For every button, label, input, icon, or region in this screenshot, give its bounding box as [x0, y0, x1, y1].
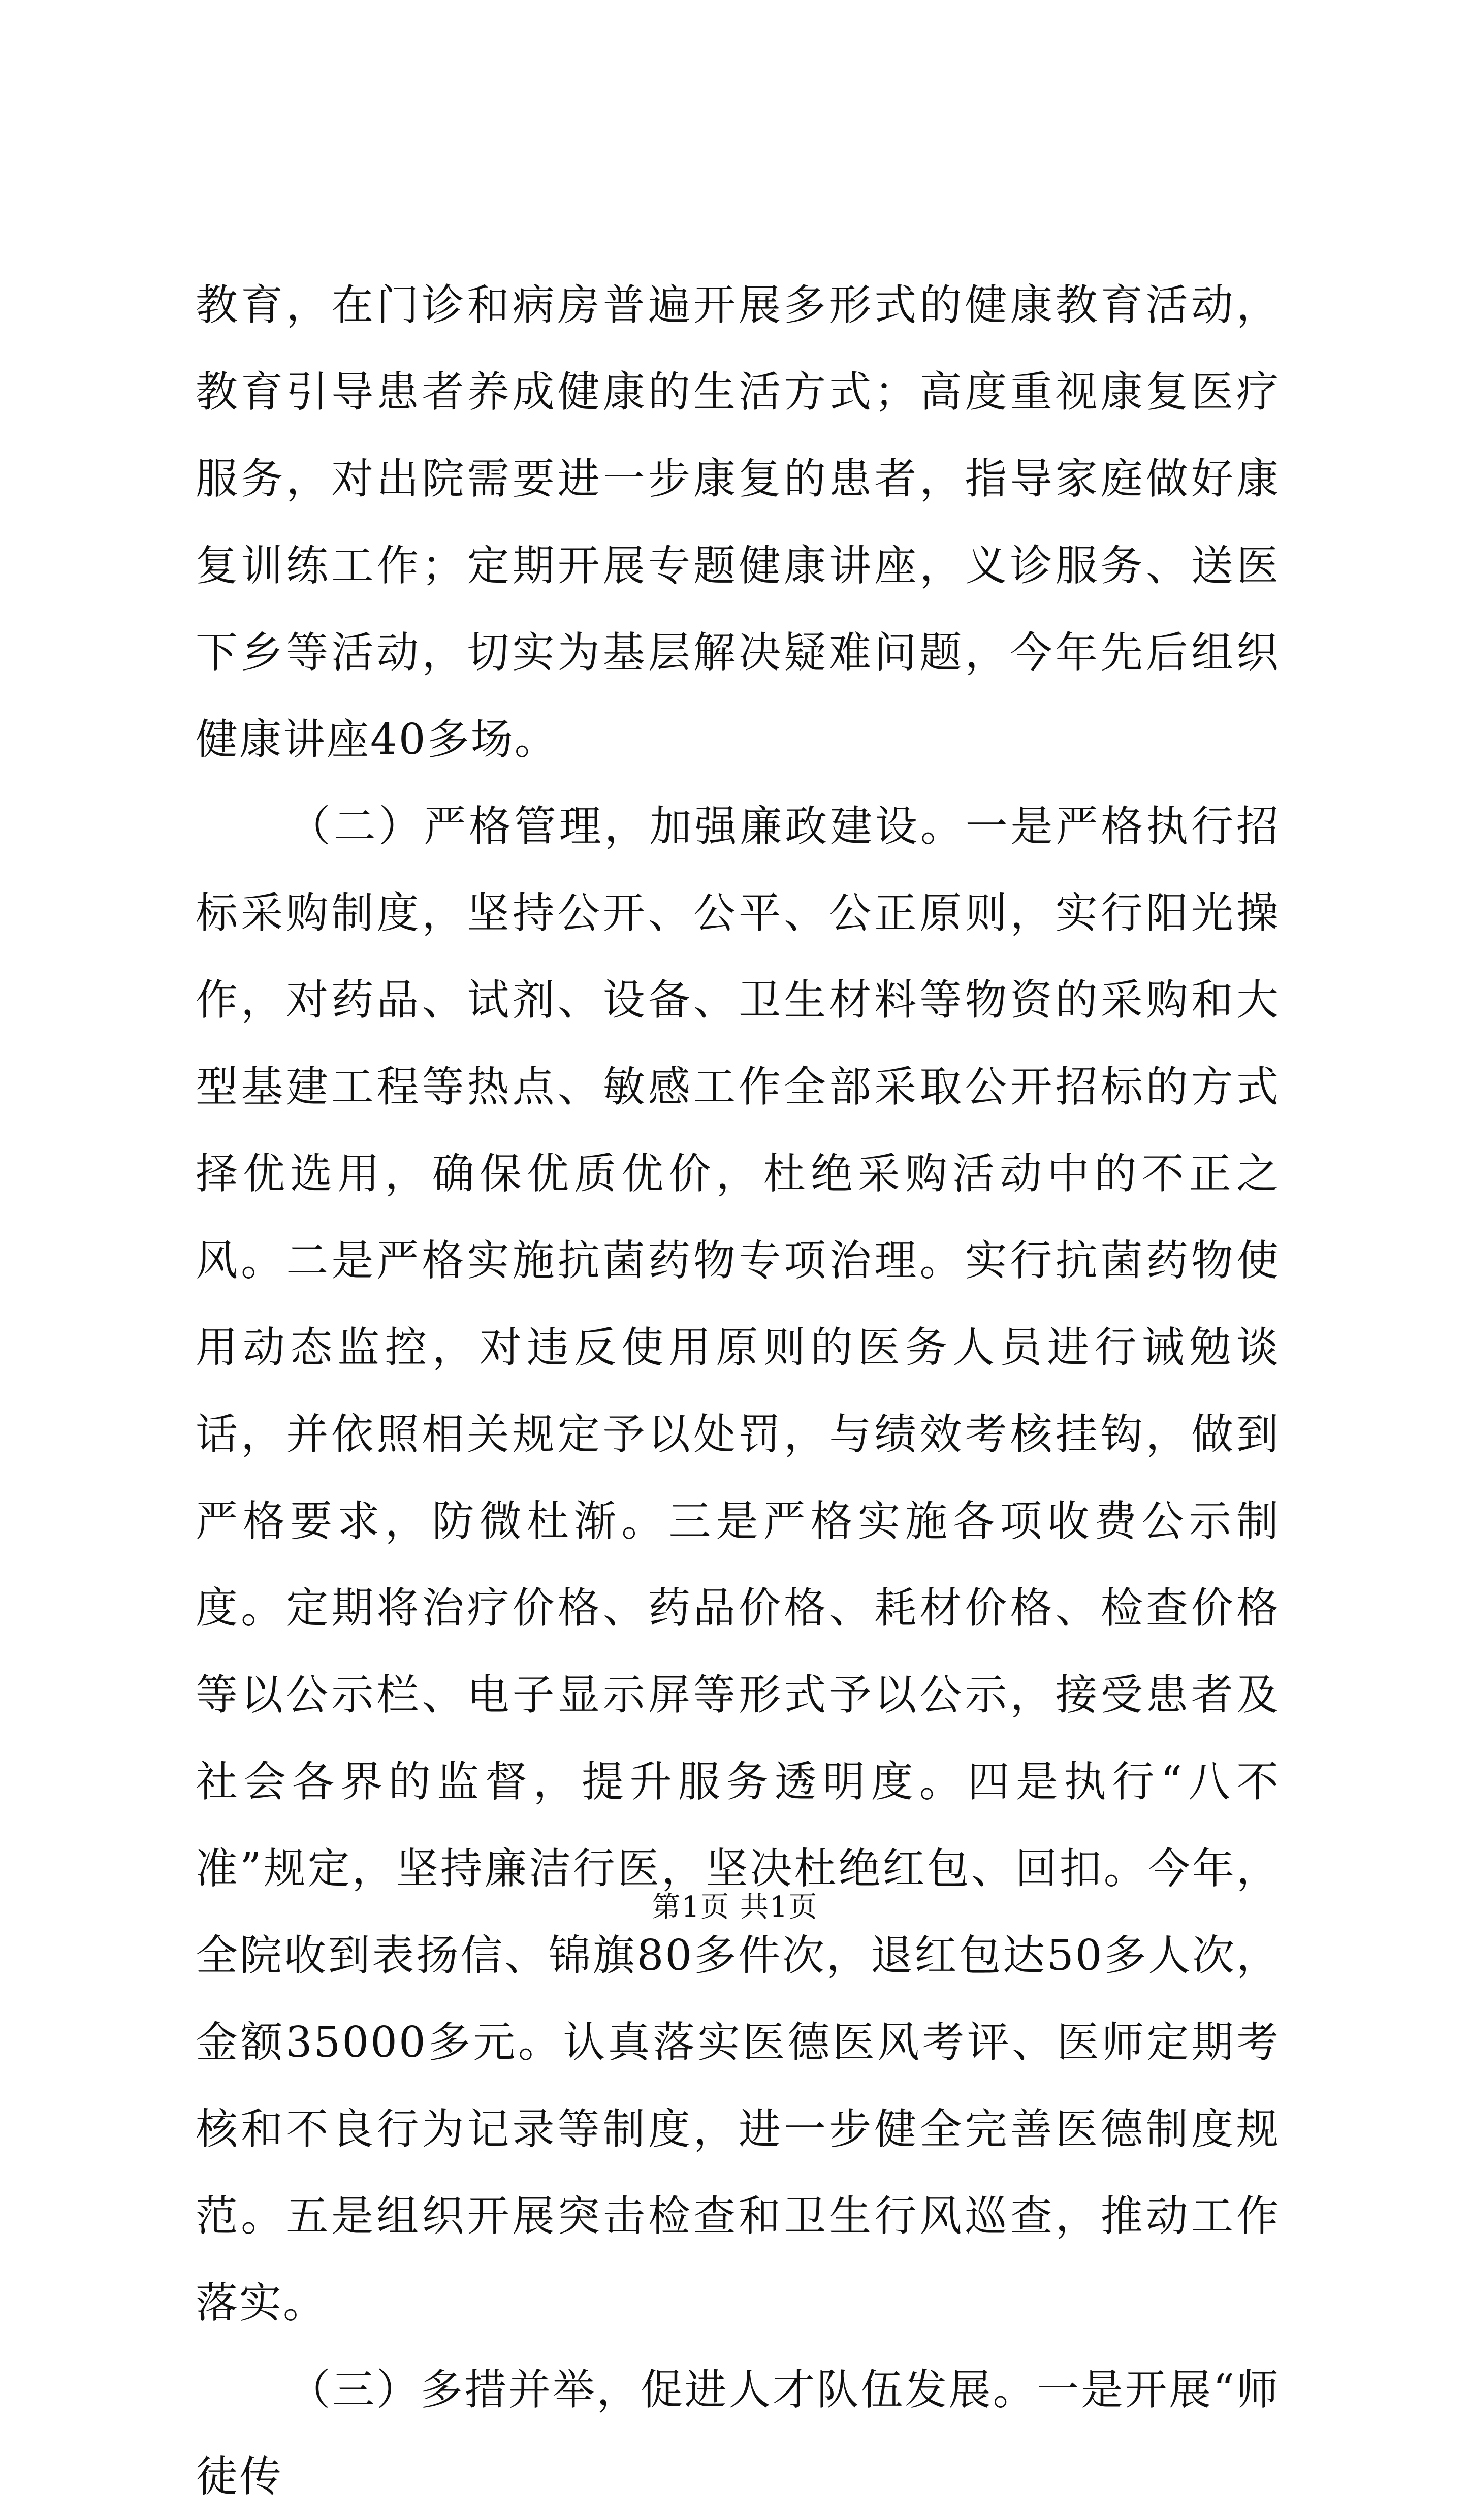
paragraph-integrity-management: （二）严格管理，加强廉政建设。一是严格执行招标采购制度，坚持公开、公平、公正原则，实行阳光操作，对药品、试剂、设备、卫生材料等物资的采购和大型基建工程等热点、敏感工作全部采取公开招标的方式择优选用，确保优质优价，杜绝采购活动中的不正之风。二是严格实施抗菌药物专项治理。实行抗菌药物使用动态监控，对违反使用原则的医务人员进行诫勉谈话，并依照相关规定予以处罚，与绩效考核挂钩，做到严格要求，防微杜渐。三是严格实施各项收费公示制度。定期将治疗价格、药品价格、耗材价格、检查价格等以公示栏、电子显示屏等形式予以公示，接受患者及社会各界的监督，提升服务透明度。四是执行“八不准”规定，坚持廉洁行医，坚决杜绝红包、回扣。今年，全院收到表扬信、锦旗80多件次，退红包达50多人次，金额35000多元。认真落实医德医风考评、医师定期考核和不良行为记录等制度，进一步健全完善医德制度规范。五是组织开展突击检查和卫生行风巡查，推动工作落实。	[196, 802, 1280, 2327]
document-body	[196, 262, 1280, 2520]
paragraph-talent-development: （三）多措并举，促进人才队伍发展。一是开展“师徒传	[196, 2365, 1280, 2501]
page-footer: 第1页 共1页	[652, 1891, 818, 1924]
paragraph-health-education: 教育，在门诊和病房普遍开展多形式的健康教育活动，教育引导患者养成健康的生活方式；高度重视康复医疗服务，对出院需要进一步康复的患者，指导家庭做好康复训练工作；定期开展专题健康讲座，义诊服务、送医下乡等活动，切实为基层解决疑难问题，今年先后组织健康讲座40多场。	[196, 280, 1280, 764]
